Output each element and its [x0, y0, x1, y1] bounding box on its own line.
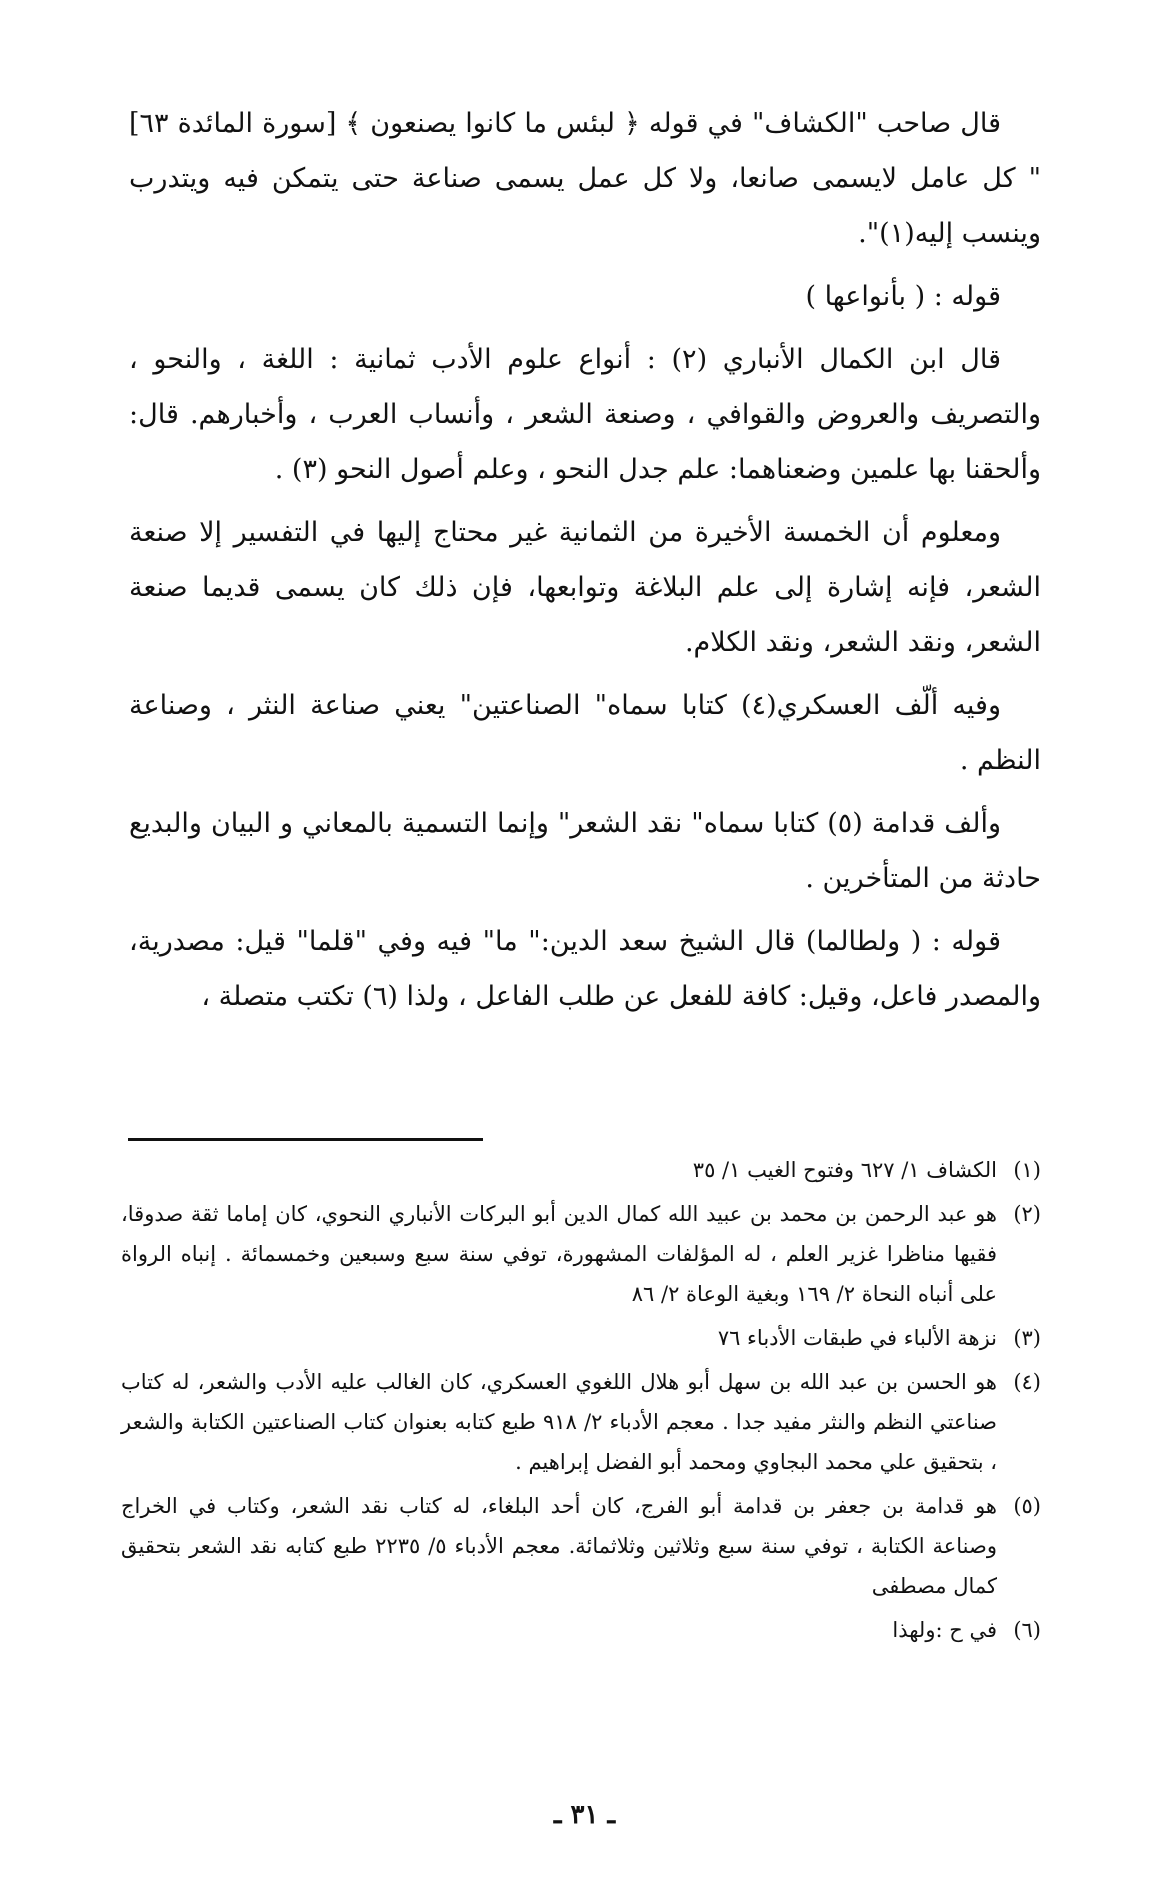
footnote-number: (٤) [1013, 1370, 1041, 1394]
footnote-number: (٥) [1013, 1494, 1041, 1518]
main-text [129, 96, 1041, 1032]
footnote-text: في ح :ولهذا [892, 1618, 997, 1642]
footnote-text: هو قدامة بن جعفر بن قدامة أبو الفرج، كان أحد البلغاء، له كتاب نقد الشعر، وكتاب في الخراج وصناعة الكتابة ، توفي سنة سبع وثلاثين وثلاثمائة. معجم الأدباء ٥/ ٢٢٣٥ طبع كتابه نقد الشعر بتحقيق كمال مصطفى [121, 1494, 997, 1598]
paragraph-latalama: قوله : ( ولطالما) قال الشيخ سعد الدين:" ما" فيه وفي "قلما" قيل: مصدرية، والمصدر فاعل، وقيل: كافة للفعل عن طلب الفاعل ، ولذا (٦) تكتب متصلة ، [129, 926, 1041, 1012]
footnote-text: هو الحسن بن عبد الله بن سهل أبو هلال اللغوي العسكري، كان الغالب عليه الأدب والشعر، له كتاب صناعتي النظم والنثر مفيد جدا . معجم الأدباء ٢/ ٩١٨ طبع كتابه بعنوان كتاب الصناعتين الكتابة والشعر ، بتحقيق علي محمد البجاوي ومحمد أبو الفضل إبراهيم . [121, 1370, 997, 1474]
page-number: ـ ٣١ ـ [553, 1800, 616, 1830]
paragraph-qudama: وألف قدامة (٥) كتابا سماه" نقد الشعر" وإنما التسمية بالمعاني و البيان والبديع حادثة من المتأخرين . [129, 808, 1041, 894]
footnote-item [121, 1194, 1041, 1314]
footnote-text: هو عبد الرحمن بن محمد بن عبيد الله كمال الدين أبو البركات الأنباري النحوي، كان إماما ثقة صدوقا، فقيها مناظرا غزير العلم ، له المؤلفات المشهورة، توفي سنة سبع وسبعين وخمسمائة . إنباه الرواة على أنباه النحاة ٢/ ١٦٩ وبغية الوعاة ٢/ ٨٦ [121, 1202, 997, 1306]
footnotes [121, 1150, 1041, 1654]
footnote-item [121, 1150, 1041, 1190]
footnote-number: (٣) [1013, 1326, 1041, 1350]
paragraph-askari: وفيه ألّف العسكري(٤) كتابا سماه" الصناعتين" يعني صناعة النثر ، وصناعة النظم . [129, 690, 1041, 776]
paragraph-five-sciences: ومعلوم أن الخمسة الأخيرة من الثمانية غير محتاج إليها في التفسير إلا صنعة الشعر، فإنه إشارة إلى علم البلاغة وتوابعها، فإن ذلك كان يسمى قديما صنعة الشعر، ونقد الشعر، ونقد الكلام. [129, 517, 1041, 658]
paragraph-anbari: قال ابن الكمال الأنباري (٢) : أنواع علوم الأدب ثمانية : اللغة ، والنحو ، والتصريف والعروض والقوافي ، وصنعة الشعر ، وأنساب العرب ، وأخبارهم. قال: وألحقنا بها علمين وضعناهما: علم جدل النحو ، وعلم أصول النحو (٣) . [129, 344, 1041, 485]
paragraph-heading-anwaiha: قوله : ( بأنواعها ) [805, 281, 1001, 312]
footnote-number: (٦) [1013, 1618, 1041, 1642]
footnote-item [121, 1318, 1041, 1358]
footnote-divider [128, 1138, 483, 1141]
paragraph-kashshaf-quote: قال صاحب "الكشاف" في قوله ﴿ لبئس ما كانوا يصنعون ﴾ [سورة المائدة ٦٣] " كل عامل لايسمى صانعا، ولا كل عمل يسمى صناعة حتى يتمكن فيه ويتدرب وينسب إليه(١)". [129, 108, 1041, 249]
footnote-item [121, 1362, 1041, 1482]
footnote-item [121, 1610, 1041, 1650]
footnote-number: (٢) [1013, 1202, 1041, 1226]
footnote-item [121, 1486, 1041, 1606]
footnote-text: نزهة الألباء في طبقات الأدباء ٧٦ [717, 1326, 997, 1350]
footnote-number: (١) [1013, 1158, 1041, 1182]
footnote-text: الكشاف ١/ ٦٢٧ وفتوح الغيب ١/ ٣٥ [692, 1158, 997, 1182]
